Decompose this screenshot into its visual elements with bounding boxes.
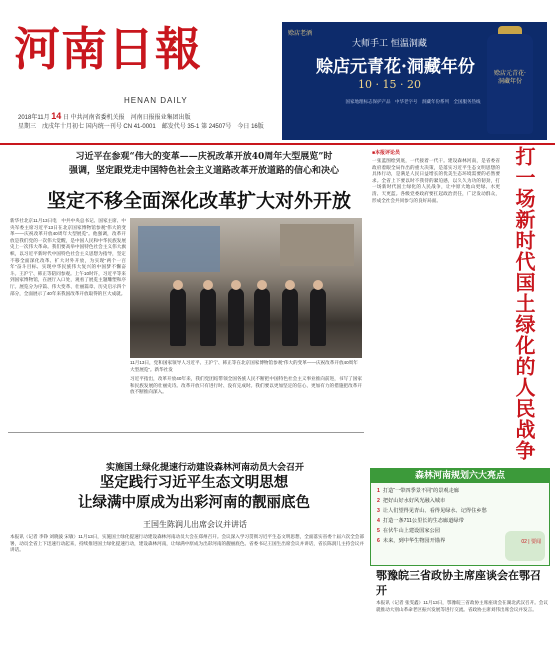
lead-photo[interactable] bbox=[130, 218, 362, 358]
second-kicker: 实施国土绿化提速行动建设森林河南动员大会召开 bbox=[105, 463, 304, 473]
lead-kicker-line1: 习近平在参观“伟大的变革——庆祝改革开放40周年大型展览”时 bbox=[75, 152, 333, 162]
commentary-title[interactable]: 打一场新时代国土绿化的人民战争 bbox=[512, 146, 536, 461]
right-news-headline[interactable]: 鄂豫皖三省政协主席座谈会在鄂召开 bbox=[376, 569, 541, 597]
dateline bbox=[18, 112, 278, 132]
person-figure bbox=[310, 288, 326, 346]
masthead-rule bbox=[0, 143, 555, 145]
person-head bbox=[203, 280, 213, 290]
second-body: 本报讯（记者 李铮 刘晓波 宋敏）11月13日，实施国土绿化提速行动建设森林河南动员大会在郑州召开。会议深入学习贯彻习近平生态文明思想，全面落实省委十届六次全会部署，动员全省上下迅速行动起来，持续推进国土绿化提速行动，建设森林河南，让绿满中原成为出彩河南的靓丽底色。省委书记王国生出席会议并讲话，省长陈润儿主持会议并讲话。 bbox=[10, 534, 364, 553]
section-divider bbox=[8, 432, 364, 433]
person-head bbox=[257, 280, 267, 290]
dateline-line3: 国内统一刊号 CN 41-0001 邮发代号 35-1 bbox=[85, 124, 200, 130]
date-day: 14 bbox=[51, 111, 62, 121]
page-tag[interactable]: 02 | 要闻 bbox=[521, 539, 541, 545]
exhibit-screen bbox=[138, 226, 220, 272]
newspaper-logo: 河南日報 bbox=[14, 22, 202, 76]
liquor-advertisement[interactable] bbox=[282, 22, 547, 140]
newspaper-logo-english: HENAN DAILY bbox=[124, 96, 188, 105]
person-figure bbox=[200, 288, 216, 346]
bottle-label: 赊店元青花·洞藏年份 bbox=[494, 70, 526, 85]
commentary-body: 一张蓝图绘到底，一代接着一代干。建设森林河南，是省委省政府着眼全局作出的重大决策，是落实习近平生态文明思想的具体行动，是满足人民日益增长的优美生态环境需要的必然要求。全省上下要以时不我待的紧迫感，以久久为功的韧劲，打一场新时代国土绿化的人民战争，让中原大地山更绿、水更清、天更蓝。各级党委政府要扛起政治责任，广泛发动群众，形成全社会共同参与的良好局面。 bbox=[372, 158, 500, 203]
second-headline[interactable] bbox=[14, 473, 374, 513]
date-suffix: 日 bbox=[62, 115, 69, 121]
tree-illustration-icon bbox=[505, 531, 545, 561]
second-subheadline: 王国生陈润儿出席会议并讲话 bbox=[143, 520, 247, 529]
highlight-item: 3 让人们望得见青山、看得见绿水、记得住乡愁 bbox=[377, 508, 487, 514]
ad-fineprint: 国家地理标志保护产品 中华老字号 洞藏年份系列 全国服务热线 bbox=[345, 99, 481, 104]
highlights-header: 森林河南规划六大亮点 bbox=[371, 469, 549, 483]
lead-body-bottom: 习近平指出，改革开放40年来，我们党团结带领全国各族人民不断把中国特色社会主义事业推向前进，书写了国家和民族发展的壮丽史诗。改革开放只有进行时、没有完成时。我们要以更加坚定的信心、更加有力的措施把改革开放不断推向深入。 bbox=[130, 376, 362, 395]
highlight-item: 5 在伏牛山上建设国家公园 bbox=[377, 528, 440, 534]
dateline-line1: 星期三 戊戌年十月初七 bbox=[18, 124, 85, 130]
highlight-item: 1 打造“一带四季景不同”的景观走廊 bbox=[377, 488, 459, 494]
highlight-item: 2 把好山好水好风光融入城市 bbox=[377, 498, 446, 504]
dateline-line4: 第 24507号 今日 16版 bbox=[201, 124, 264, 130]
person-figure bbox=[254, 288, 270, 346]
lead-kicker-line2: 强调，坚定跟党走中国特色社会主义道路改革开放道路的信心和决心 bbox=[68, 166, 339, 176]
right-news-body: 本报讯（记者 张雯鑫）11月13日，鄂豫皖三省政协主席座谈会在湖北武汉召开。会议就推动大别山革命老区振兴发展等进行交流。省政协主席刘伟出席会议并发言。 bbox=[376, 600, 548, 612]
ad-product: 赊店元青花·洞藏年份 bbox=[316, 57, 475, 77]
highlight-item: 6 未来，到中华生物园开锚界 bbox=[377, 538, 446, 544]
ad-brand: 赊店老酒 bbox=[288, 31, 313, 37]
lead-body-left: 新华社北京11月13日电 中共中央总书记、国家主席、中央军委主席习近平13日在北京国家博物馆参观“伟大的变革——庆祝改革开放40周年大型展览”。他强调，改革开放是我们党的一次伟大觉醒，是中国人民和中华民族发展史上一次伟大革命。我们要高举中国特色社会主义伟大旗帜，以习近平新时代中国特色社会主义思想为指导，坚定不移全面深化改革、扩大对外开放，为实现“两个一百年”奋斗目标、实现中华民族伟大复兴的中国梦不懈奋斗。王沪宁、韩正等陪同参观。上午10时许，习近平等来到国家博物馆，在展厅入口处，观看了展览主题雕塑和序厅。展览分为序篇、伟大变革、壮丽篇章、历史启示四个部分，全面展示了40年来我国改革开放取得的巨大成就。 bbox=[10, 218, 126, 296]
person-figure bbox=[170, 288, 186, 346]
person-head bbox=[173, 280, 183, 290]
ad-dates: 10 · 15 · 20 bbox=[358, 78, 421, 91]
ad-slogan: 大师手工 恒温洞藏 bbox=[352, 39, 427, 49]
person-head bbox=[285, 280, 295, 290]
person-figure bbox=[228, 288, 244, 346]
second-headline-line2: 让绿满中原成为出彩河南的靓丽底色 bbox=[78, 494, 310, 511]
person-head bbox=[313, 280, 323, 290]
person-figure bbox=[282, 288, 298, 346]
dateline-line2: 中共河南省委机关报 河南日报报业集团出版 bbox=[70, 115, 191, 121]
commentary-tag: ■本报评论员 bbox=[372, 150, 401, 156]
highlight-item: 4 打造一条711公里长的生态廊道绿带 bbox=[377, 518, 464, 524]
date-prefix: 2018年11月 bbox=[18, 115, 50, 121]
photo-caption: 11月13日，党和国家领导人习近平、王沪宁、韩正等在北京国家博物馆参观“伟大的变革——庆祝改革开放40周年大型展览”。新华社发 bbox=[130, 360, 358, 372]
highlights-box bbox=[370, 468, 550, 566]
person-head bbox=[231, 280, 241, 290]
second-headline-line1: 坚定践行习近平生态文明思想 bbox=[99, 474, 289, 491]
exhibit-panel bbox=[280, 224, 354, 266]
lead-kicker bbox=[44, 150, 364, 178]
lead-headline[interactable]: 坚定不移全面深化改革扩大对外开放 bbox=[46, 190, 351, 212]
